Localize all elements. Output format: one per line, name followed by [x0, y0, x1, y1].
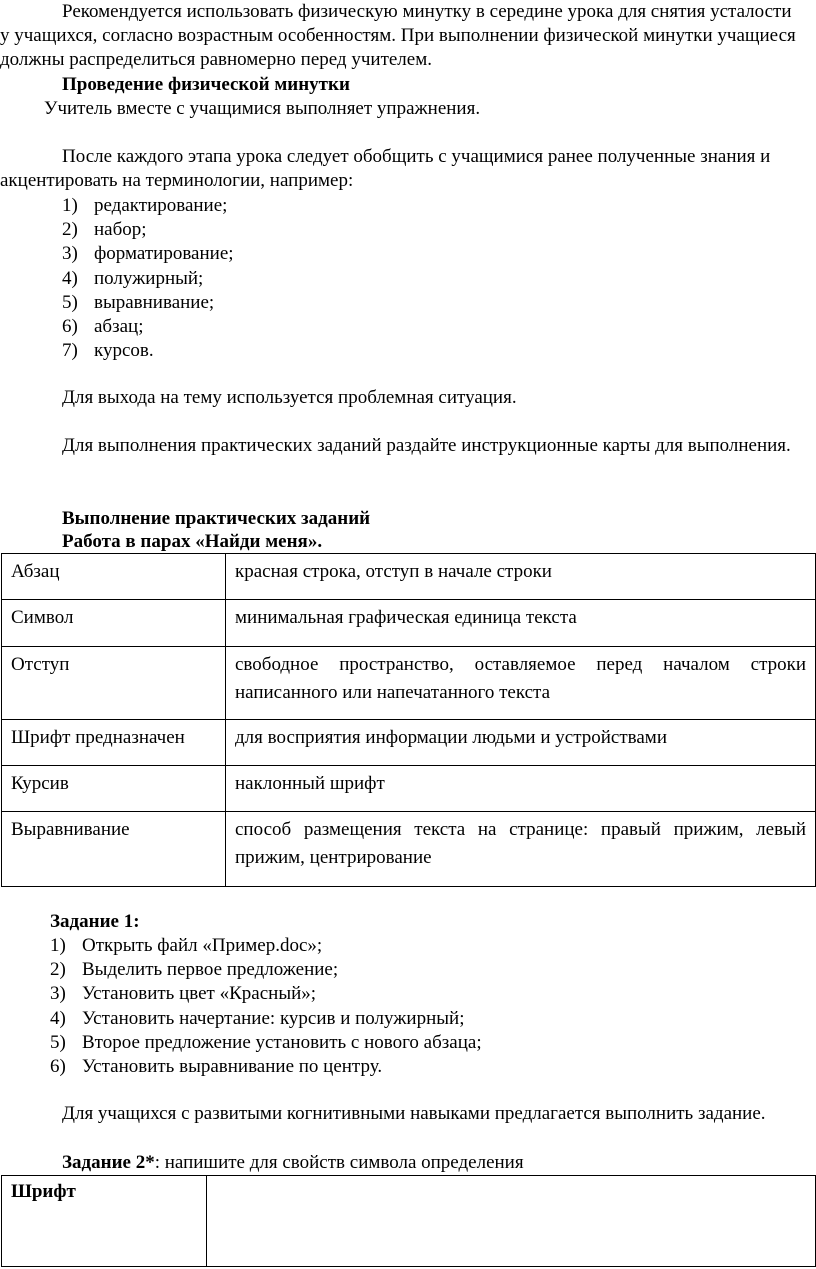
list-item — [62, 291, 234, 315]
task1-list — [50, 934, 482, 1079]
term-cell: Символ — [2, 600, 226, 647]
list-number: 4) — [50, 1007, 66, 1029]
list-item — [62, 242, 234, 266]
list-text: Открыть файл «Пример.doc»; — [82, 935, 323, 956]
list-number: 6) — [62, 315, 78, 337]
list-number: 2) — [62, 219, 78, 241]
list-number: 7) — [62, 340, 78, 362]
list-item — [50, 1031, 482, 1055]
terms-table — [1, 553, 816, 887]
list-number: 3) — [50, 983, 66, 1005]
font-properties-table — [1, 1175, 816, 1267]
property-value-cell — [207, 1176, 816, 1267]
list-number: 5) — [50, 1031, 66, 1053]
list-item — [50, 1055, 482, 1079]
problem-paragraph: Для выхода на тему используется проблемная ситуация. — [62, 387, 517, 408]
term-cell: Выравнивание — [2, 812, 226, 887]
list-item — [50, 1007, 482, 1031]
table-row — [2, 647, 816, 720]
definition-cell: красная строка, отступ в начале строки — [226, 554, 816, 600]
definition-cell: способ размещения текста на странице: правый прижим, левый прижим, центрирование — [226, 812, 816, 887]
practice-heading: Выполнение практических заданий — [62, 508, 371, 529]
definition-cell: свободное пространство, оставляемое перед началом строки написанного или напечатанного текста — [226, 647, 816, 720]
task1-heading: Задание 1: — [50, 911, 140, 932]
list-item — [50, 958, 482, 982]
table-row — [2, 554, 816, 600]
table-row — [2, 812, 816, 887]
list-text: набор; — [94, 219, 147, 241]
list-text: Второе предложение установить с нового абзаца; — [82, 1031, 482, 1053]
list-text: форматирование; — [94, 243, 234, 265]
list-text: курсов. — [94, 340, 154, 362]
list-item — [50, 982, 482, 1006]
table-row — [2, 766, 816, 812]
property-name-cell: Шрифт — [2, 1176, 207, 1267]
table-row — [2, 600, 816, 647]
term-cell: Курсив — [2, 766, 226, 812]
list-text: выравнивание; — [94, 291, 215, 313]
list-item — [62, 267, 234, 291]
list-item — [50, 934, 482, 958]
list-item — [62, 339, 234, 363]
physical-minute-heading: Проведение физической минутки — [62, 74, 350, 95]
definition-cell: наклонный шрифт — [226, 766, 816, 812]
list-item — [62, 315, 234, 339]
task2-label: Задание 2* — [62, 1152, 155, 1173]
definition-cell: для восприятия информации людьми и устройствами — [226, 720, 816, 766]
terminology-list — [62, 194, 234, 363]
list-text: Установить выравнивание по центру. — [82, 1055, 383, 1077]
list-number: 5) — [62, 291, 78, 313]
list-number: 6) — [50, 1055, 66, 1077]
summary-paragraph: После каждого этапа урока следует обобщить с учащимися ранее полученные знания и акцентировать на терминологии, например: — [0, 146, 771, 191]
term-cell: Отступ — [2, 647, 226, 720]
physical-minute-text: Учитель вместе с учащимися выполняет упражнения. — [44, 98, 481, 119]
task2-text: : напишите для свойств символа определения — [154, 1152, 524, 1173]
table-row — [2, 720, 816, 766]
list-number: 1) — [50, 935, 66, 956]
list-text: редактирование; — [94, 195, 228, 216]
list-number: 2) — [50, 959, 66, 981]
list-number: 3) — [62, 243, 78, 265]
list-text: Выделить первое предложение; — [82, 959, 339, 981]
list-text: Установить цвет «Красный»; — [82, 983, 317, 1005]
task2-line — [62, 1151, 524, 1175]
term-cell: Шрифт предназначен — [2, 720, 226, 766]
term-cell: Абзац — [2, 554, 226, 600]
intro-paragraph: Рекомендуется использовать физическую минутку в середине урока для снятия усталости у учащихся, согласно возрастным особенностям. При выполнении физической минутки учащиеся должны распределиться равномерно перед учителем. — [0, 1, 796, 70]
list-item — [62, 218, 234, 242]
list-item — [62, 194, 234, 218]
list-text: абзац; — [94, 315, 144, 337]
list-text: полужирный; — [94, 267, 204, 289]
table-row — [2, 1176, 816, 1267]
list-number: 4) — [62, 267, 78, 289]
list-text: Установить начертание: курсив и полужирный; — [82, 1007, 465, 1029]
definition-cell: минимальная графическая единица текста — [226, 600, 816, 647]
cards-paragraph: Для выполнения практических заданий раздайте инструкционные карты для выполнения. — [62, 435, 791, 456]
advanced-paragraph: Для учащихся с развитыми когнитивными навыками предлагается выполнить задание. — [62, 1103, 766, 1124]
pairs-heading: Работа в парах «Найди меня». — [62, 531, 323, 552]
list-number: 1) — [62, 195, 78, 216]
